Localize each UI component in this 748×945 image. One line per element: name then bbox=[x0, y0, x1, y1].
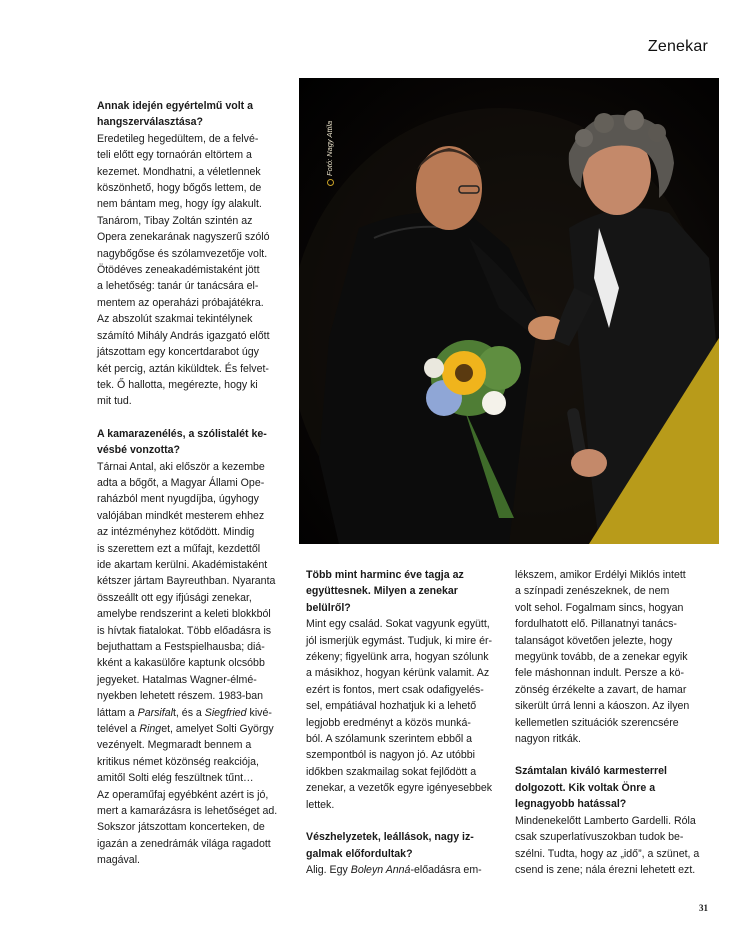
section-title: Zenekar bbox=[647, 38, 708, 55]
answer-5: Mindenekelőtt Lamberto Gardelli. Róla csak szuperlatívuszokban tudok be- szélni. Tudta, hogy az „idő”, a szünet, a csend is zene; nála érezni lehetett ezt. bbox=[515, 814, 700, 876]
left-column bbox=[97, 98, 291, 869]
question-4-line2: galmak előfordultak? bbox=[306, 847, 413, 860]
page-number: 31 bbox=[699, 903, 708, 913]
credit-circle-icon bbox=[327, 179, 334, 186]
question-1: Annak idején egyértelmű volt a hangszerválasztása? bbox=[97, 100, 254, 129]
photo-illustration bbox=[299, 78, 719, 544]
concert-photo bbox=[299, 78, 719, 544]
question-3: Több mint harminc éve tagja az együttesnek. Milyen a zenekar belülről? bbox=[306, 569, 464, 614]
question-2-line2: vésbé vonzotta? bbox=[97, 444, 181, 457]
middle-column bbox=[306, 567, 502, 878]
photo-credit: Fotó: Nagy Attila bbox=[325, 96, 337, 186]
answer-4-start: Alig. Egy Boleyn Anná-előadásra em- bbox=[306, 863, 482, 876]
question-2-line1: A kamarazenélés, a szólistalét ke- bbox=[97, 427, 267, 440]
right-column bbox=[515, 567, 711, 878]
answer-4-continued: lékszem, amikor Erdélyi Miklós intett a színpadi zenészeknek, de nem volt sehol. Fogalmam sincs, hogyan fordulhatott elő. Pillanatnyi tanács- talanságot követően jelezte, hogy megyünk tovább, de a zenekar egyik fele máshonnan indult. Persze a kö- zönség érzékelte a zavart, de hamar sikerült úrrá lenni a káoszon. Az ilyen kellemetlen szituációk szerencsére nagyon ritkák. bbox=[515, 569, 690, 746]
answer-3: Mint egy család. Sokat vagyunk együtt, jól ismerjük egymást. Tudjuk, ki mire ér- zékeny; figyelünk arra, hogyan szólunk a másikhoz, hogyan kérünk valamit. Az ezért is fontos, mert csak odafigyelés- sel, empátiával hozhatjuk ki a lehető legjobb eredményt a közös munká- ból. A szólamunk szerintem ebből a szempontból is nagyon jó. Az utóbbi időkben szakmailag sokat fejlődött a zenekar, a vezetők egyre igényesebbek lettek. bbox=[306, 618, 493, 811]
answer-1: Eredetileg hegedültem, de a felvé- teli előtt egy tornaórán eltörtem a kezemet. Mondhatni, a véletlennek köszönhető, hogy bőgős lettem, de nem bántam meg, hogy így alakult. Tanárom, Tibay Zoltán szintén az Opera zenekarának nagyszerű szóló nagybőgőse és szólamvezetője volt. Ötödéves zeneakadémistaként jött a lehetőség: tanár úr tanácsára el- mentem az operaházi próbajátékra. Az abszolút szakmai tekintélynek számító Mihály András igazgató előtt játszottam egy koncertdarabot úgy két percig, aztán kiküldtek. És felvet- tek. Ő hallotta, megérezte, hogy ki mit tud. bbox=[97, 132, 270, 408]
question-4-line1: Vészhelyzetek, leállások, nagy iz- bbox=[306, 831, 474, 844]
answer-2: Tárnai Antal, aki először a kezembe adta a bőgőt, a Magyar Állami Ope- raházból ment nyugdíjba, úgyhogy valójában mindkét mesterem ehhez az intézményhez kötődött. Mindig is szerettem ezt a műfajt, kezdettől ide akartam kerülni. Akadémistaként kétszer jártam Bayreuthban. Nyaranta összeállt ott egy ifjúsági zenekar, amelybe rendszerint a keleti blokkból is hívtak fiatalokat. Több előadásra is bejuthattam a Festspielhausba; diá- kként a kakasülőre kaptunk olcsóbb jegyeket. Hatalmas Wagner-élmé- nyekben lehetett részem. 1983-ban láttam a Parsifalt, és a Siegfried kivé- telével a Ringet, amelyet Solti György vezényelt. Megmaradt bennem a kritikus német közönség reakciója, amitől Solti elég feszültnek tűnt… Az operaműfaj egyébként azért is jó, mert a kamarázásra is lehetőséget ad. Sokszor játszottam koncerteken, de igazán a zenedrámák világa ragadott magával. bbox=[97, 460, 278, 867]
question-5: Számtalan kiváló karmesterrel dolgozott. Kik voltak Önre a legnagyobb hatással? bbox=[515, 765, 667, 811]
